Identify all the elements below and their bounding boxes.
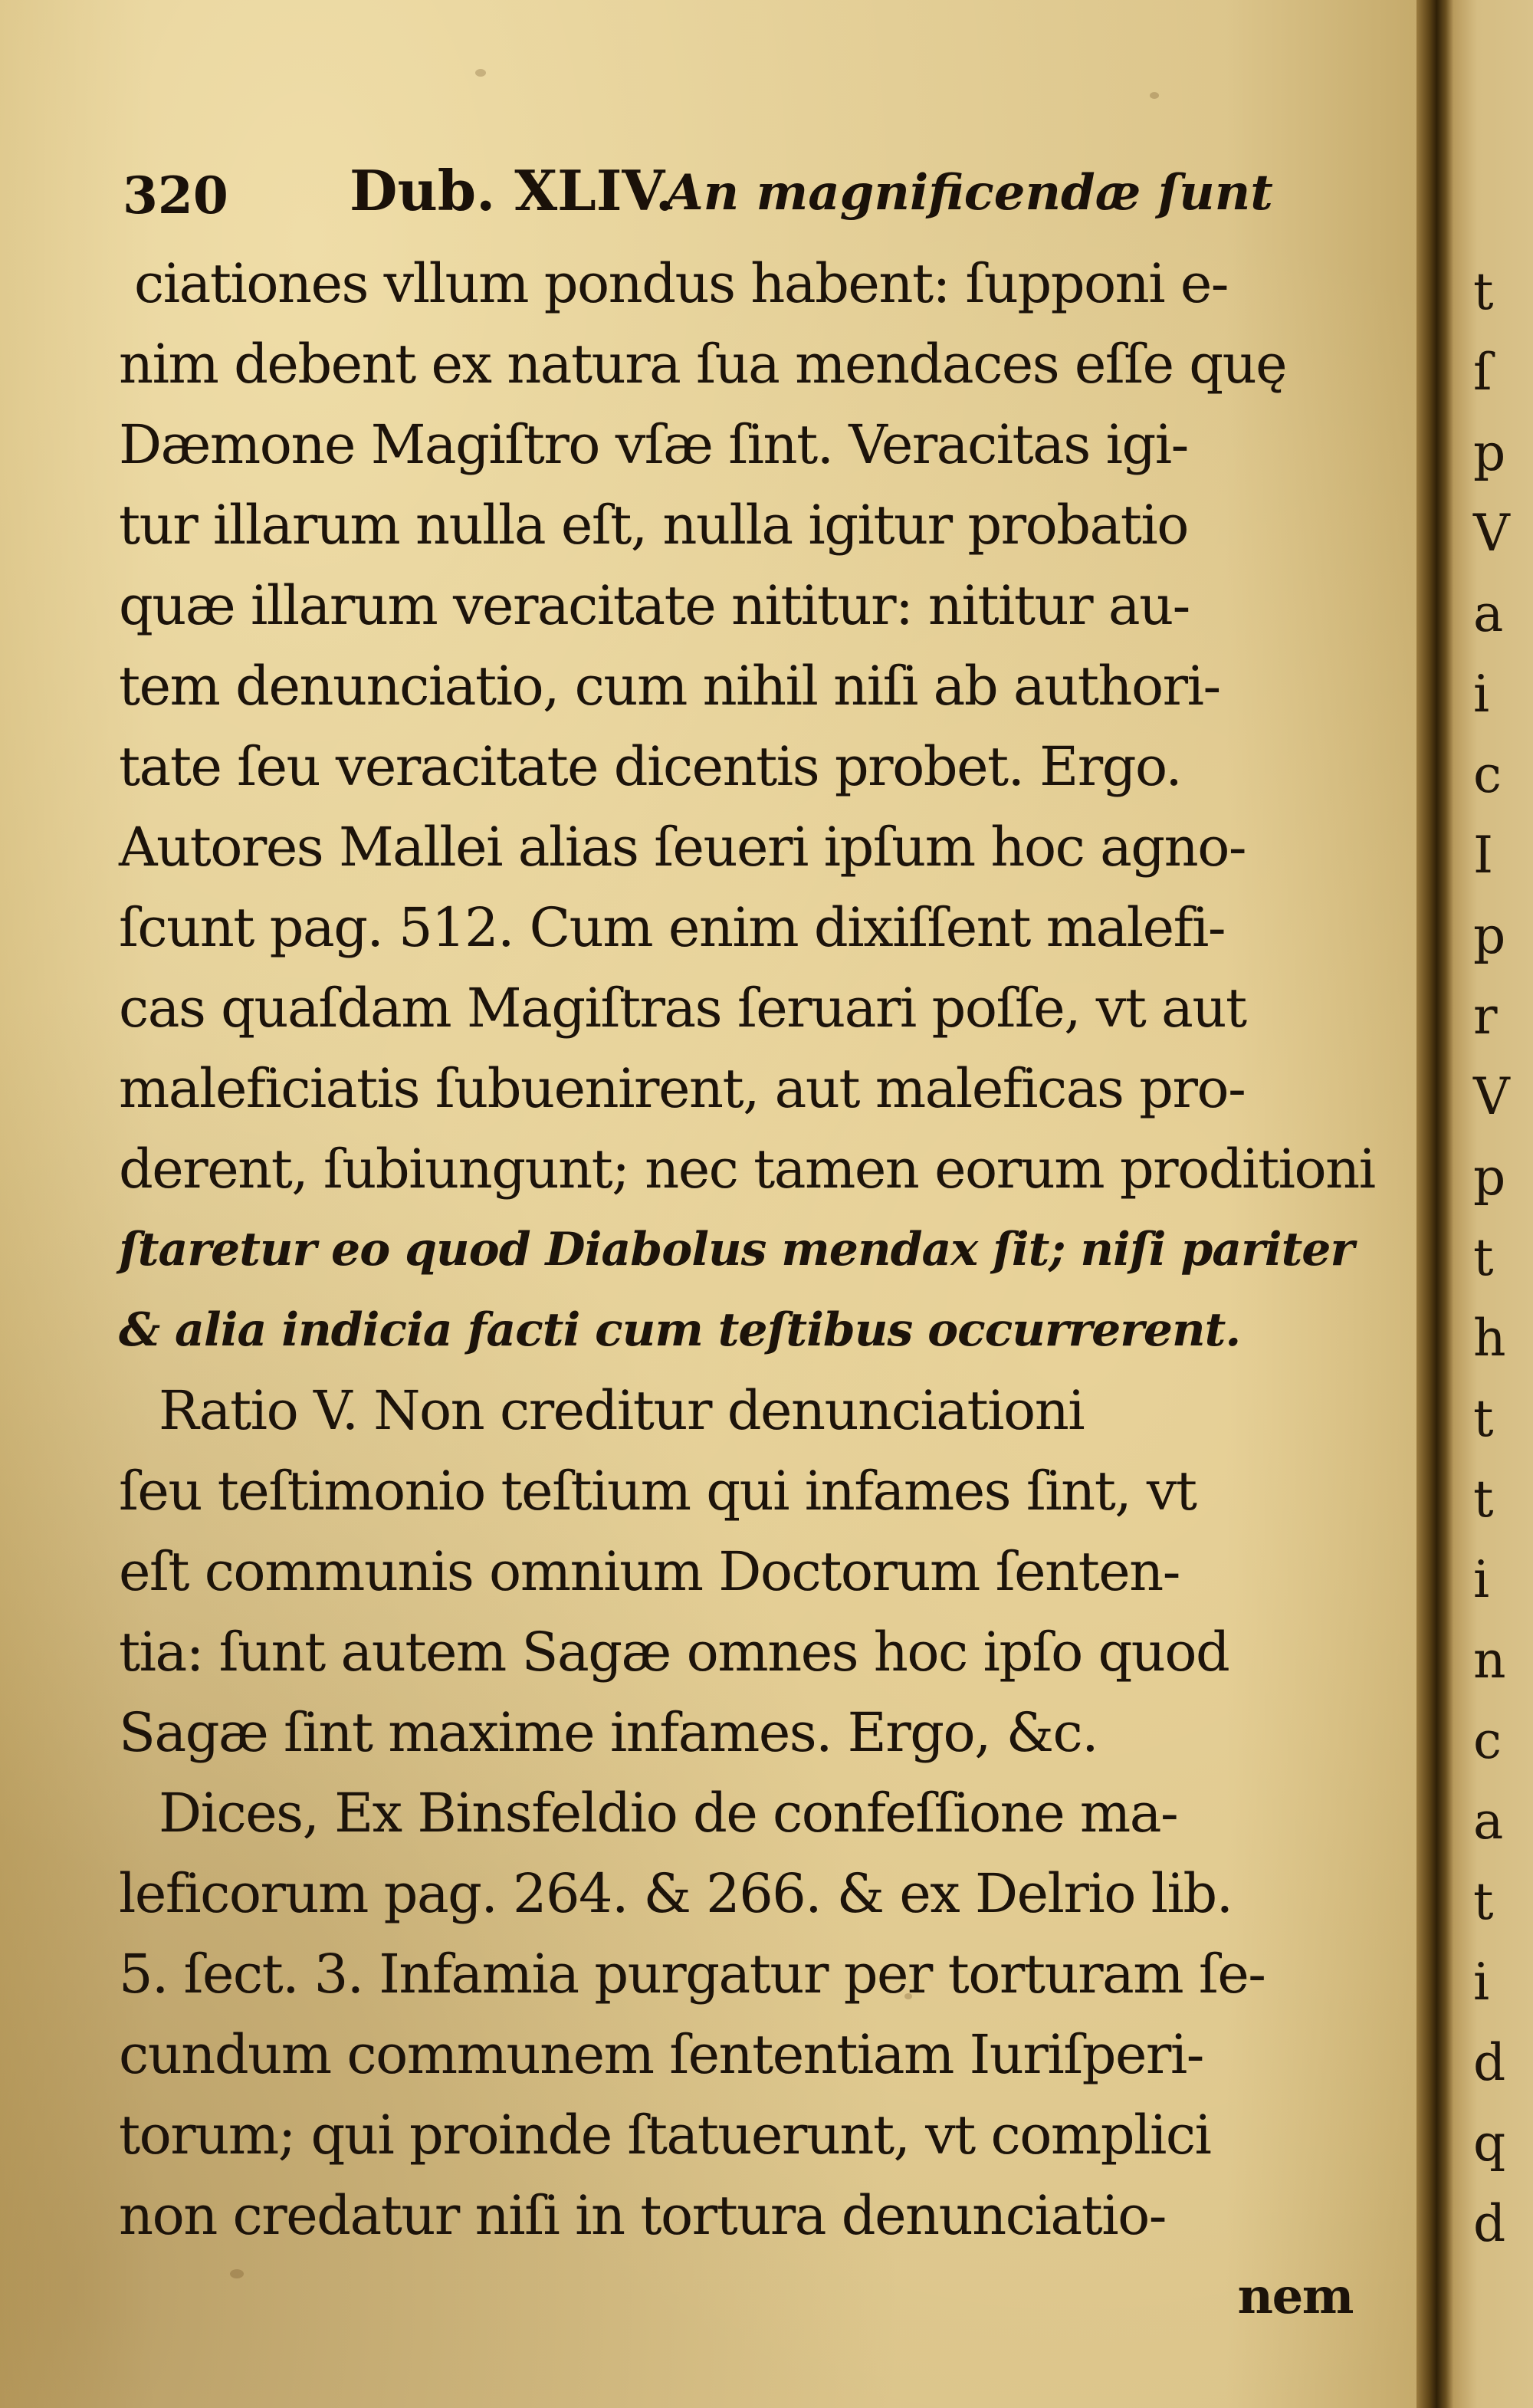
text-line: Ratio V. Non creditur denunciationi	[159, 1379, 1085, 1442]
facing-page-letter: p	[1473, 423, 1506, 482]
text-line: derent, ſubiungunt; nec tamen eorum proditioni	[119, 1138, 1375, 1201]
facing-page-letter: d	[1473, 2194, 1506, 2253]
facing-page-letter: t	[1473, 1470, 1494, 1529]
facing-page-letter: a	[1473, 1792, 1504, 1851]
facing-page-letter: I	[1473, 826, 1494, 885]
facing-page-letter: V	[1473, 1067, 1510, 1126]
text-line: ciationes vllum pondus habent: ſupponi e-	[134, 252, 1228, 315]
facing-page-letter: c	[1473, 745, 1502, 804]
text-line: tate ſeu veracitate dicentis probet. Ergo.	[119, 735, 1182, 798]
text-line: cundum communem ſententiam Iuriſperi-	[119, 2023, 1203, 2086]
facing-page-letter: r	[1473, 987, 1498, 1046]
text-line: tur illarum nulla eſt, nulla igitur probatio	[119, 494, 1188, 557]
text-line: tem denunciatio, cum nihil niſi ab authori-	[119, 655, 1220, 718]
running-title: An magnificendæ ſunt	[665, 164, 1273, 222]
facing-page-letter: a	[1473, 584, 1504, 643]
facing-page-edge	[1453, 0, 1533, 2408]
chapter-label: Dub. XLIV.	[350, 158, 675, 223]
text-line: Dæmone Magiſtro vſæ ſint. Veracitas igi-	[119, 413, 1188, 476]
text-line: Sagæ ſint maxime infames. Ergo, &c.	[119, 1701, 1098, 1764]
text-line: torum; qui proinde ſtatuerunt, vt complici	[119, 2104, 1211, 2167]
page-number: 320	[123, 166, 228, 225]
text-line: 5. ſect. 3. Infamia purgatur per torturam ſe-	[119, 1943, 1265, 2006]
italic-quote-line: ſtaretur eo quod Diabolus mendax ſit; niſi pariter	[119, 1223, 1354, 1276]
text-line: quæ illarum veracitate nititur: nititur au-	[119, 574, 1190, 637]
facing-page-letter: V	[1473, 504, 1510, 563]
facing-page-letter: t	[1473, 1228, 1494, 1287]
body-text	[119, 244, 1376, 2337]
text-line: leficorum pag. 264. & 266. & ex Delrio lib.	[119, 1862, 1233, 1925]
facing-page-letter: t	[1473, 262, 1494, 321]
text-line: eſt communis omnium Doctorum ſenten-	[119, 1540, 1180, 1603]
facing-page-letter: ſ	[1473, 343, 1492, 402]
book-gutter	[1416, 0, 1453, 2408]
text-line: ſeu teſtimonio teſtium qui infames ſint, vt	[119, 1460, 1197, 1523]
facing-page-letter: h	[1473, 1309, 1506, 1368]
facing-page-letter: n	[1473, 1631, 1506, 1690]
facing-page-letter: i	[1473, 665, 1490, 724]
text-line: non credatur niſi in tortura denunciatio-	[119, 2184, 1166, 2247]
italic-quote-line: & alia indicia facti cum teſtibus occurrerent.	[119, 1303, 1241, 1357]
text-line: Dices, Ex Binsfeldio de confeſſione ma-	[159, 1782, 1178, 1845]
text-line: maleficiatis ſubuenirent, aut maleficas pro-	[119, 1057, 1246, 1120]
facing-page-letter: t	[1473, 1872, 1494, 1931]
facing-page-letter: i	[1473, 1953, 1490, 2012]
facing-page-letter: d	[1473, 2033, 1506, 2092]
text-line: Autores Mallei alias ſeueri ipſum hoc agno-	[119, 816, 1246, 879]
text-line: nim debent ex natura ſua mendaces eſſe quę	[119, 333, 1287, 396]
facing-page-letter: q	[1473, 2114, 1506, 2173]
facing-page-letter: t	[1473, 1389, 1494, 1448]
facing-page-letter: p	[1473, 1148, 1506, 1207]
text-line: tia: ſunt autem Sagæ omnes hoc ipſo quod	[119, 1621, 1229, 1684]
catchword: nem	[1237, 2268, 1353, 2325]
facing-page-letter: i	[1473, 1550, 1490, 1609]
facing-page-letter: p	[1473, 906, 1506, 965]
text-line: cas quaſdam Magiſtras ſeruari poſſe, vt aut	[119, 977, 1246, 1040]
facing-page-letter: c	[1473, 1711, 1502, 1770]
text-line: ſcunt pag. 512. Cum enim dixiſſent malefi-	[119, 896, 1226, 959]
